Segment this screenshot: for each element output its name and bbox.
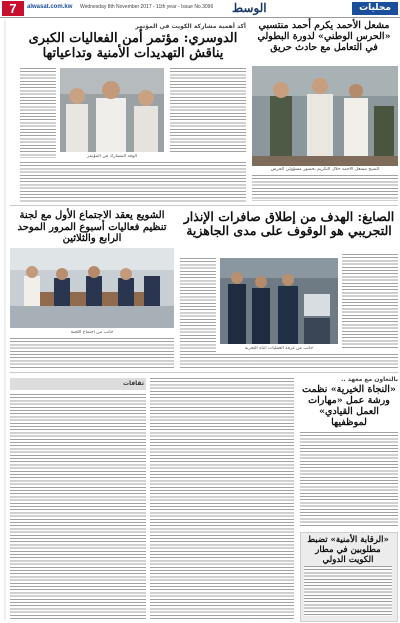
story3-caption: جانب من غرفة العمليات أثناء التجربة (244, 346, 314, 351)
story2-body-col1 (170, 68, 246, 154)
story2-headline: الدوسري: مؤتمر أمن الفعاليات الكبرى يناقش التهديدات الأمنية وتداعياتها (28, 31, 238, 61)
story4-caption: جانب من اجتماع اللجنة (70, 330, 114, 335)
story1-photo (252, 66, 398, 166)
story5-headline: «النجاة الخيرية» نظمت ورشة عمل «مهارات العمل القيادي» لموظفيها (302, 384, 396, 428)
website-link[interactable]: alwasat.com.kw (27, 4, 73, 10)
story3-headline: الصايغ: الهدف من إطلاق صافرات الإنذار التجريبي هو الوقوف على مدى الجاهزية (183, 209, 395, 239)
column-title: ثقافات (122, 380, 144, 387)
story3-photo (220, 258, 338, 344)
story2-body-col3 (20, 68, 56, 158)
story3-body-col3 (180, 258, 216, 354)
story2-caption: الوفد المشارك في المؤتمر (86, 154, 138, 159)
divider (10, 372, 398, 373)
page-number: 7 (2, 1, 24, 16)
divider (10, 205, 398, 206)
story4-body (10, 338, 174, 368)
story6-headline: «الرقابة الأمنية» تضبط مطلوبين في مطار الكويت الدولي (307, 535, 389, 565)
story2-body-lower (20, 162, 246, 202)
left-margin (4, 20, 6, 620)
story4-headline: الشويع يعقد الاجتماع الأول مع لجنة تنظيم فعاليات أسبوع المرور الموحد الرابع والثلاثين (17, 210, 167, 244)
story6-body (304, 566, 392, 616)
story1-caption: الشيخ مشعل الأحمد خلال التكريم بحضور مسؤولي الحرس (270, 167, 380, 172)
story1-body (252, 175, 398, 201)
story5-body (300, 432, 398, 526)
newspaper-logo: الوسط (232, 1, 267, 15)
story1-headline: مشعل الأحمد يكرم أحمد منتسبي «الحرس الوطني» لدورة البطولي في التعامل مع حادث حريق (257, 20, 391, 53)
section-label: محليات (352, 2, 398, 15)
date-line: Wednesday 8th November 2017 - 11th year - Issue No.3096 (80, 4, 214, 10)
story4-photo (10, 248, 174, 328)
story2-photo (60, 68, 164, 152)
article-body-left (10, 394, 146, 620)
story3-body-lower (180, 354, 398, 368)
story3-body-col1 (342, 254, 398, 350)
article-body-center (150, 378, 294, 620)
story2-kicker: أكد أهمية مشاركة الكويت في المؤتمر (135, 23, 246, 30)
story5-kicker: بالتعاون مع معهد .. (341, 376, 398, 383)
